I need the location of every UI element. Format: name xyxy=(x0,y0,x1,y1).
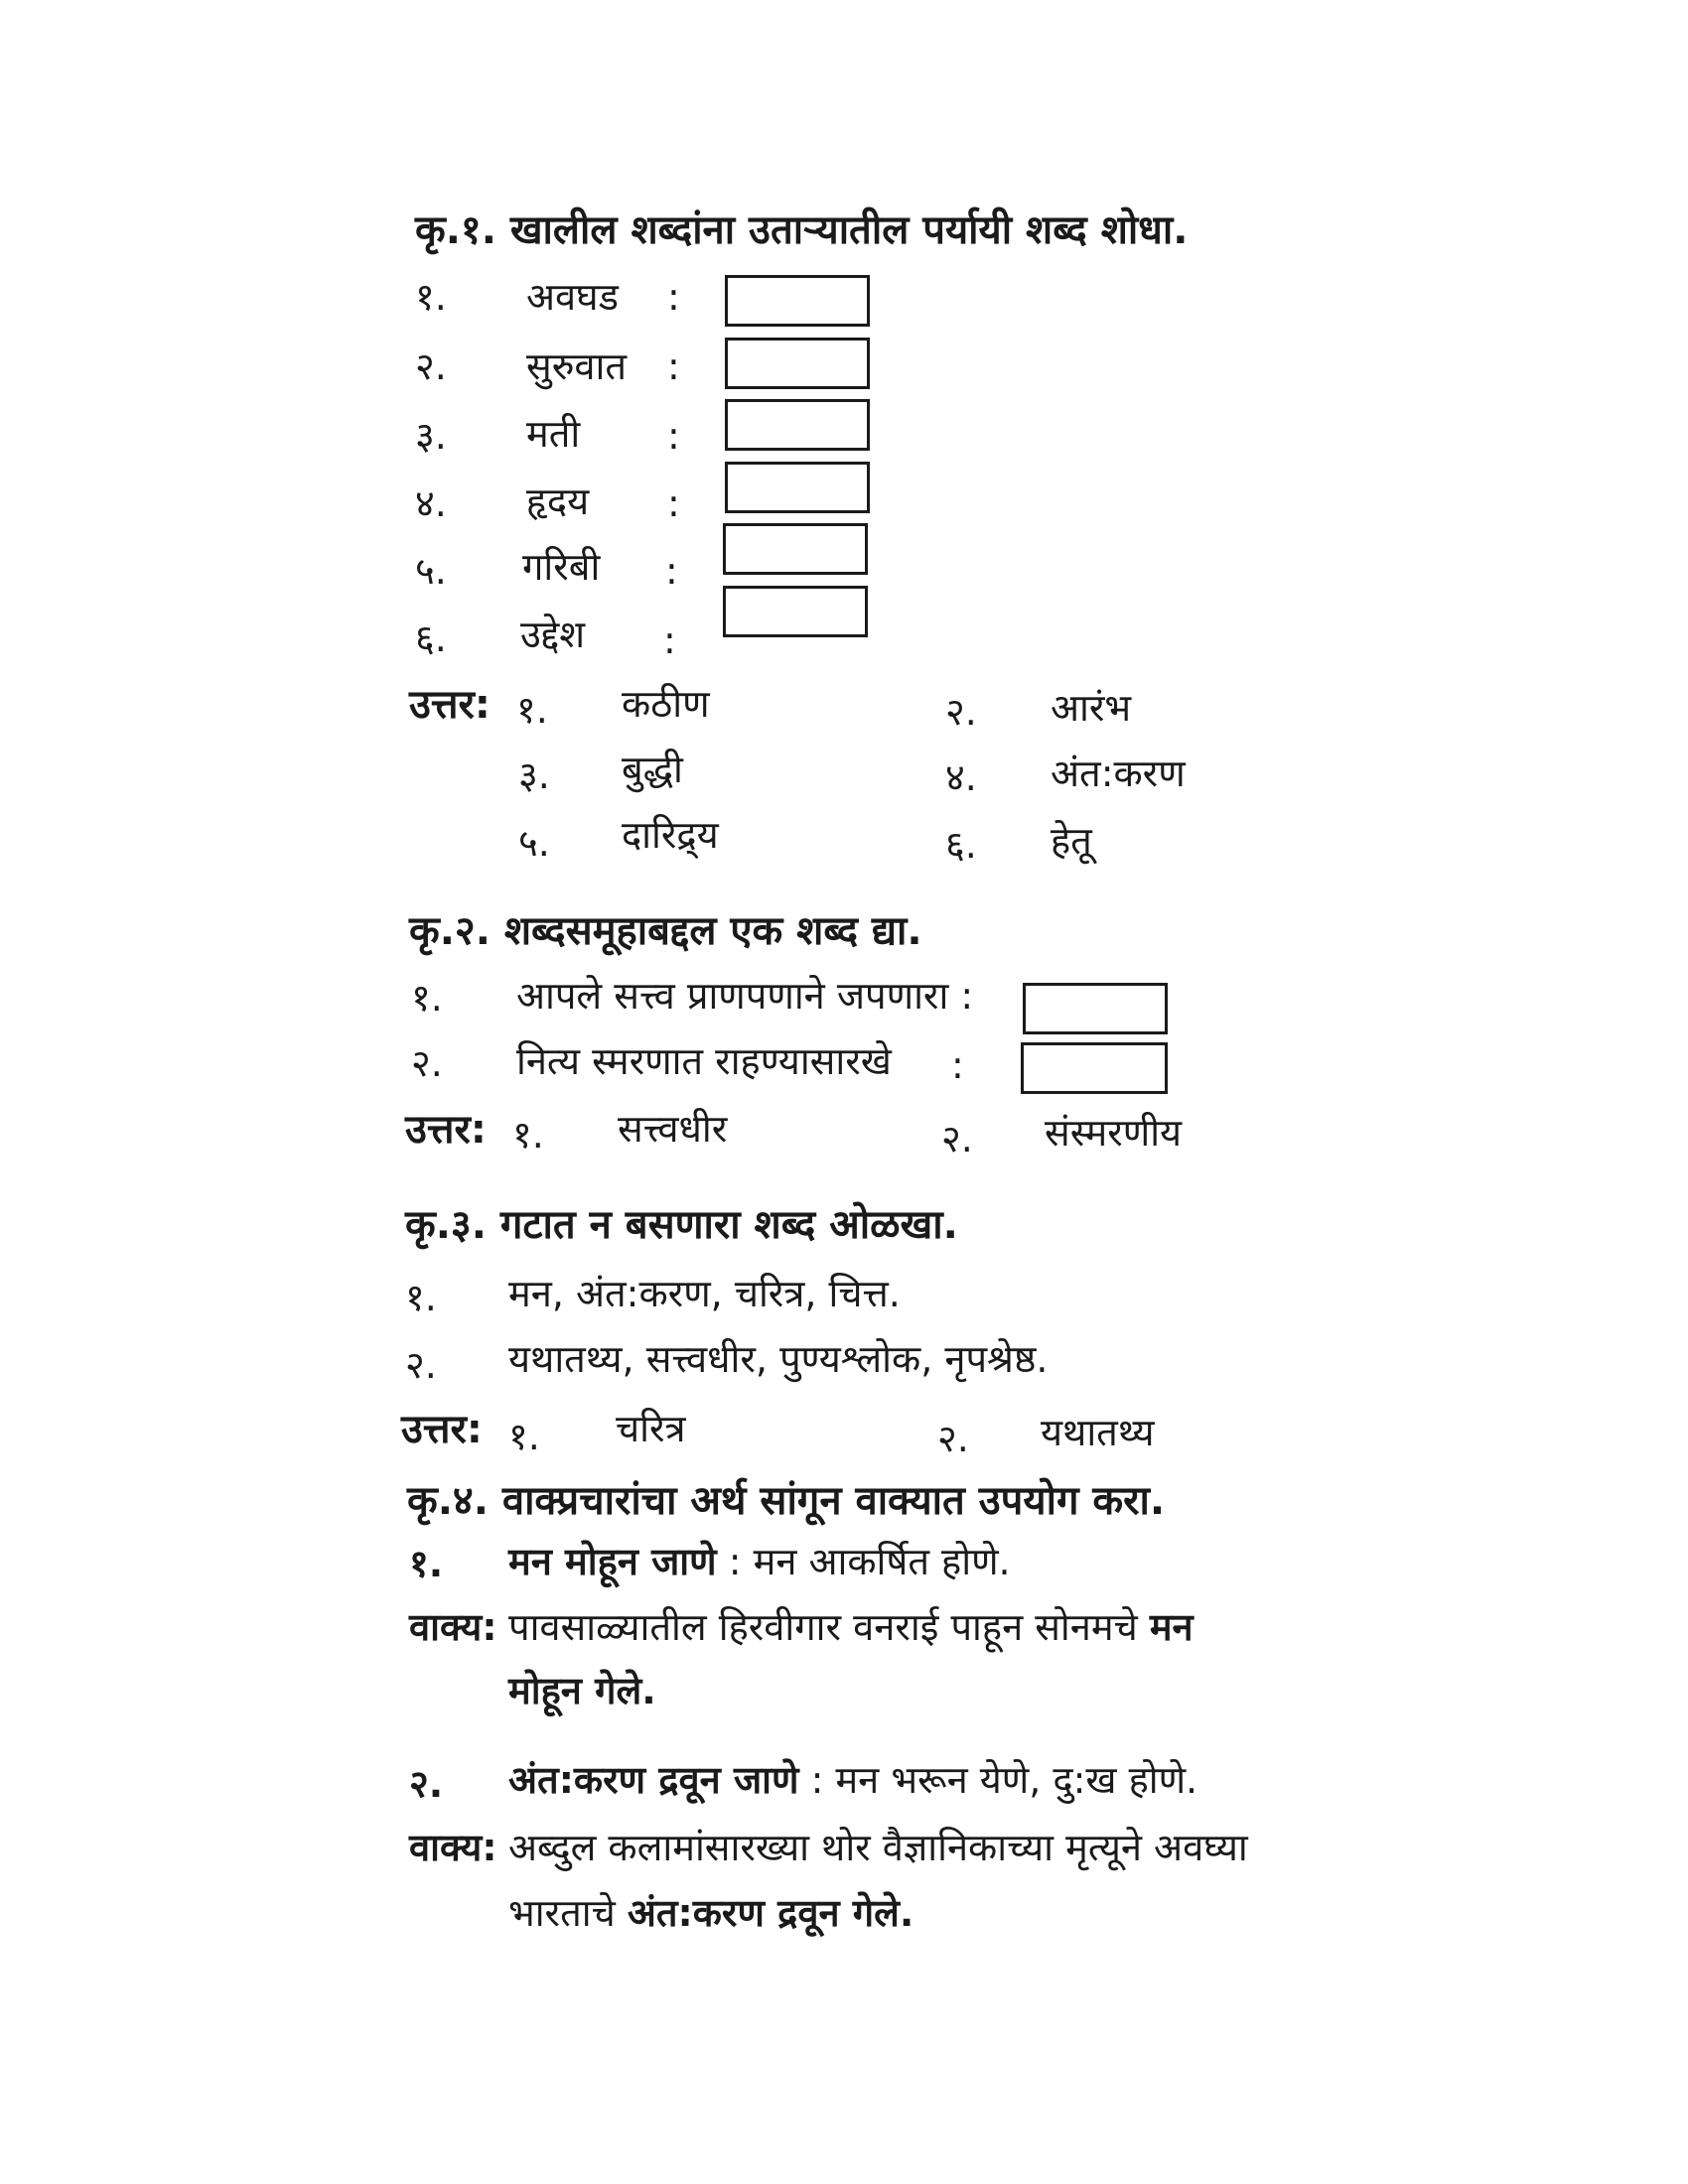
q2-answer-text: सत्त्वधीर xyxy=(618,1107,728,1151)
q2-answer-box[interactable] xyxy=(1023,983,1168,1034)
q3-item-num: २. xyxy=(405,1343,437,1387)
q3-item-text: यथातथ्य, सत्त्वधीर, पुण्यश्लोक, नृपश्रेष्ठ. xyxy=(508,1337,1049,1381)
q1-answer-num: २. xyxy=(945,690,977,734)
q1-answer-num: ३. xyxy=(518,753,550,797)
q1-item-num: ३. xyxy=(415,414,447,458)
q1-item-colon: : xyxy=(663,618,676,662)
q1-item-colon: : xyxy=(667,275,680,319)
q4-sentence-bold: अंत:करण द्रवून गेले. xyxy=(627,1891,914,1935)
q4-phrase: अंत:करण द्रवून जाणे xyxy=(508,1758,799,1802)
q2-answer-box[interactable] xyxy=(1021,1042,1168,1094)
q4-meaning: : मन भरून येणे, दु:ख होणे. xyxy=(810,1758,1198,1802)
q2-answer-text: संस्मरणीय xyxy=(1045,1111,1183,1155)
q3-answer-text: यथातथ्य xyxy=(1041,1411,1155,1454)
q3-item-num: १. xyxy=(405,1276,437,1319)
q1-item-word: सुरुवात xyxy=(526,344,628,388)
q1-answer-box[interactable] xyxy=(725,462,870,513)
q4-sentence-bold: मोहून गेले. xyxy=(508,1669,656,1712)
q4-phrase: मन मोहून जाणे xyxy=(508,1540,717,1583)
q1-answer-text: दारिद्र्य xyxy=(622,813,719,857)
q3-item-text: मन, अंत:करण, चरित्र, चित्त. xyxy=(508,1272,901,1315)
q1-item-colon: : xyxy=(667,344,680,388)
q1-item-num: ६. xyxy=(415,616,447,660)
q1-item-num: ४. xyxy=(415,481,447,525)
q1-answer-box[interactable] xyxy=(723,586,868,637)
q1-item-colon: : xyxy=(667,481,680,525)
q4-item-num: २. xyxy=(409,1762,444,1806)
q4-sentence-text: भारताचे xyxy=(508,1891,616,1935)
q1-item-num: २. xyxy=(415,344,447,388)
q2-item-text: आपले सत्त्व प्राणपणाने जपणारा : xyxy=(516,974,974,1018)
q3-heading: कृ.३. गटात न बसणारा शब्द ओळखा. xyxy=(405,1202,958,1248)
q1-answer-text: कठीण xyxy=(622,682,710,726)
q1-item-num: १. xyxy=(415,275,447,319)
q4-sentence-text: पावसाळ्यातील हिरवीगार वनराई पाहून सोनमचे xyxy=(508,1605,1138,1649)
q1-item-word: उद्देश xyxy=(520,613,586,656)
q1-answer-box[interactable] xyxy=(725,338,870,389)
q2-answer-num: २. xyxy=(941,1117,973,1160)
q1-answer-label: उत्तर: xyxy=(409,682,491,728)
q1-answer-text: हेतू xyxy=(1051,819,1092,863)
q2-answer-num: १. xyxy=(512,1113,544,1157)
q4-meaning: : मन आकर्षित होणे. xyxy=(728,1540,1011,1583)
q1-item-word: गरिबी xyxy=(522,545,601,589)
q1-answer-box[interactable] xyxy=(725,399,870,451)
q4-item-line xyxy=(508,1540,1011,1583)
q2-item-num: २. xyxy=(411,1041,443,1085)
q4-sentence-label: वाक्य: xyxy=(409,1826,497,1869)
q1-item-word: हृदय xyxy=(526,479,590,523)
q1-answer-box[interactable] xyxy=(725,275,870,327)
q3-answer-num: १. xyxy=(508,1415,540,1458)
q4-sentence-text: अब्दुल कलामांसारख्या थोर वैज्ञानिकाच्या मृत्यूने अवघ्या xyxy=(508,1826,1248,1869)
q2-item-text: नित्य स्मरणात राहण्यासारखे xyxy=(516,1039,892,1083)
q1-heading: कृ.१. खालील शब्दांना उताऱ्यातील पर्यायी शब्द शोधा. xyxy=(415,207,1189,253)
q1-answer-num: १. xyxy=(516,688,548,732)
q1-answer-box[interactable] xyxy=(723,523,868,575)
q1-answer-text: आरंभ xyxy=(1051,686,1132,730)
q1-answer-text: अंत:करण xyxy=(1051,751,1186,795)
q1-item-num: ५. xyxy=(415,549,447,593)
q1-answer-num: ४. xyxy=(945,755,977,799)
q4-heading: कृ.४. वाक्प्रचारांचा अर्थ सांगून वाक्यात उपयोग करा. xyxy=(407,1478,1166,1524)
q3-answer-num: २. xyxy=(937,1417,969,1460)
q4-sentence-bold: मन xyxy=(1149,1605,1194,1649)
q1-item-word: मती xyxy=(526,412,581,456)
q1-answer-num: ६. xyxy=(945,823,977,867)
q4-item-num: १. xyxy=(409,1542,444,1585)
q2-heading: कृ.२. शब्दसमूहाबद्दल एक शब्द द्या. xyxy=(409,908,922,954)
q2-answer-label: उत्तर: xyxy=(405,1107,487,1153)
q4-sentence-line xyxy=(508,1891,914,1935)
q4-sentence-line xyxy=(508,1605,1194,1649)
q2-item-num: १. xyxy=(411,976,443,1020)
q4-sentence-label: वाक्य: xyxy=(409,1605,497,1649)
q1-item-colon: : xyxy=(667,414,680,458)
q1-answer-num: ५. xyxy=(518,821,550,865)
q1-item-word: अवघड xyxy=(526,275,619,319)
q1-answer-text: बुद्धी xyxy=(622,748,683,791)
q1-item-colon: : xyxy=(665,549,678,593)
q4-item-line xyxy=(508,1758,1198,1802)
q3-answer-label: उत्तर: xyxy=(401,1407,483,1452)
q2-item-colon: : xyxy=(951,1043,964,1087)
q3-answer-text: चरित्र xyxy=(616,1407,686,1450)
